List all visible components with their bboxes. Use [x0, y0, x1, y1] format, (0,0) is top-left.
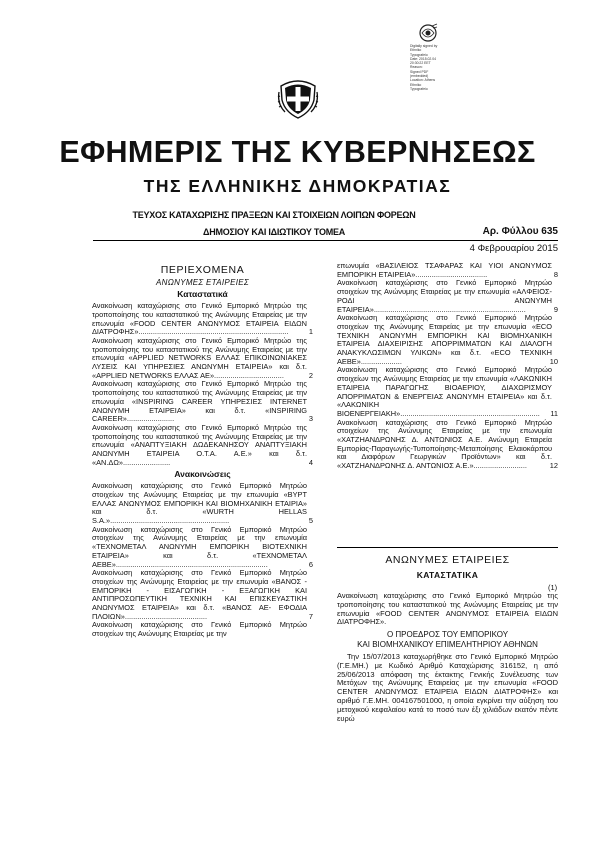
stamp-line: Date: 2015.02.04 — [410, 56, 437, 61]
toc-entry-text: Ανακοίνωση καταχώρισης στο Γενικό Εμπορικό Μητρώο στοιχείων της Ανώνυμης Εταιρείας με την επωνυμία «ΧΑΤΖΗΑΝΔΡΩΝΗΣ Δ. ΑΝΤΩΝΙΟΣ Α.Ε. Ανώνυμη Εταιρεία Εμπορίας-Παραγωγής-Τυποποίησης-Μεταποίησης Ελαιοκάρπου και Διαφόρων Γεωργικών Προϊόντων» και δ.τ. «ΧΑΤΖΗΑΝΔΡΩΝΗΣ Δ. ΑΝΤΩΝΙΟΣ Α.Ε.».......................... — [337, 417, 552, 471]
toc-entry-page: 3 — [308, 414, 313, 424]
digital-signature-stamp — [410, 20, 474, 91]
issuer-line-1: Ο ΠΡΟΕΔΡΟΣ ΤΟΥ ΕΜΠΟΡΙΚΟΥ — [386, 630, 509, 639]
issue-series-line-1: ΤΕΥΧΟΣ ΚΑΤΑΧΩΡΙΣΗΣ ΠΡΑΞΕΩΝ ΚΑΙ ΣΤΟΙΧΕΙΩΝ ΛΟΙΠΩΝ ΦΟΡΕΩΝ — [132, 210, 416, 220]
toc-entry[interactable] — [337, 366, 558, 418]
toc-entry-text: Ανακοίνωση καταχώρισης στο Γενικό Εμπορικό Μητρώο της τροποποίησης του καταστατικού της Ανώνυμης Εταιρείας με την επωνυμία «ΑΝΑΠΤΥΞΙΑΚΗ ΔΩΔΕΚΑΝΗΣΟΥ ΑΝΑΠΤΥΞΙΑΚΗ ΑΝΩΝΥΜΗ ΕΤΑΙΡΕΙΑ Ο.Τ.Α. Α.Ε.» και δ.τ. «ΑΝ.ΔΩ»....................... — [92, 422, 307, 467]
toc-entry[interactable] — [92, 380, 313, 424]
toc-entry-page: 12 — [549, 461, 558, 471]
toc-subheading-announcements: Ανακοινώσεις — [174, 469, 231, 480]
stamp-line: Signed PDF — [410, 69, 429, 74]
toc-entry-page: 9 — [553, 304, 558, 314]
stamp-line: Digitally signed by — [410, 44, 438, 48]
toc-entry-page: 6 — [308, 559, 313, 569]
content-section-heading: ΑΝΩΝΥΜΕΣ ΕΤΑΙΡΕΙΕΣ — [385, 554, 510, 566]
toc-entry-text: Ανακοίνωση καταχώρισης στο Γενικό Εμπορικό Μητρώο της τροποποίησης του καταστατικού της Ανώνυμης Εταιρείας με την επωνυμία «INSPIRING CAREER ΥΠΗΡΕΣΙΕΣ INTERNET ΑΝΩΝΥΜΗ ΕΤΑΙΡΕΙΑ» και δ.τ. «INSPIRING CAREER»....................... — [92, 379, 307, 424]
stamp-line: (embedded) — [410, 74, 429, 79]
toc-entry[interactable] — [92, 621, 313, 638]
stamp-line: Typografeio — [410, 52, 428, 57]
stamp-line: Reason: — [410, 65, 423, 70]
signature-seal-icon — [418, 23, 438, 43]
toc-entry-text: Ανακοίνωση καταχώρισης στο Γενικό Εμπορικό Μητρώο στοιχείων της Ανώνυμης Εταιρείας με την — [92, 620, 307, 639]
toc-announcements-list — [92, 482, 313, 639]
gazette-subtitle: ΤΗΣ ΕΛΛΗΝΙΚΗΣ ΔΗΜΟΚΡΑΤΙΑΣ — [143, 176, 452, 196]
toc-entry-text: Ανακοίνωση καταχώρισης στο Γενικό Εμπορικό Μητρώο στοιχείων της Ανώνυμης Εταιρείας με την επωνυμία «ECO ΤΕΧΝΙΚΗ ΑΝΩΝΥΜΗ ΕΜΠΟΡΙΚΗ ΚΑΙ ΒΙΟΜΗΧΑΝΙΚΗ ΕΤΑΙΡΕΙΑ ΔΙΑΧΕΙΡΙΣΗΣ ΑΠΟΡΡΙΜΜΑΤΩΝ ΚΑΙ ΔΙΑΛΟΓΗ ΑΝΑΚΥΚΛΩΣΙΜΩΝ ΥΛΙΚΩΝ» και δ.τ. «ECO ΤΕΧΝΙΚΗ ΑΕΒΕ».................... — [337, 313, 552, 366]
toc-entry[interactable] — [92, 302, 313, 337]
toc-entry[interactable] — [337, 419, 558, 471]
content-subheading: ΚΑΤΑΣΤΑΤΙΚΑ — [416, 570, 479, 580]
toc-entry-page: 8 — [553, 269, 558, 279]
toc-entry[interactable] — [92, 424, 313, 468]
section-rule — [337, 547, 558, 548]
toc-entry[interactable] — [92, 569, 313, 621]
toc-entry-page: 4 — [308, 457, 313, 467]
toc-statutes-list — [92, 302, 313, 467]
stamp-line: Ethniko — [410, 48, 422, 53]
announcement-body: Την 15/07/2013 καταχωρήθηκε στο Γενικό Εμπορικό Μητρώο (Γ.Ε.ΜΗ.) με Κωδικό Αριθμό Καταχώρισης 316152, η από 25/06/2013 απόφαση της έκτακτης Γενικής Συνέλευσης των Μετόχων της Ανώνυμης Εταιρείας με την επωνυμία «FOOD CENTER ΑΝΩΝΥΜΟΣ ΕΤΑΙΡΕΙΑ ΕΙΔΩΝ ΔΙΑΤΡΟΦΗΣ» και αριθμό Γ.Ε.ΜΗ. 004167501000, η οποία εγκρίνει την αύξηση του μετοχικού κεφαλαίου κατά το ποσό των έξι χιλιάδων εκατόν πέντε ευρώ — [337, 652, 558, 723]
toc-entry[interactable] — [337, 262, 558, 279]
toc-subheading-statutes: Καταστατικά — [177, 289, 228, 300]
toc-entry-page: 5 — [308, 515, 313, 525]
toc-entry-page: 1 — [308, 327, 313, 337]
toc-entry-text: Ανακοίνωση καταχώρισης στο Γενικό Εμπορικό Μητρώο στοιχείων της Ανώνυμης Εταιρείας με την επωνυμία «ΤΕΧΝΟΜΕΤΑΛ ΑΝΩΝΥΜΗ ΕΜΠΟΡΙΚΗ ΒΙΟΤΕΧΝΙΚΗ ΕΤΑΙΡΕΙΑ» και δ.τ. «ΤΕΧΝΟΜΕΤΑΛ ΑΕΒΕ».......................................................................... — [92, 524, 307, 569]
toc-entry-text: Ανακοίνωση καταχώρισης στο Γενικό Εμπορικό Μητρώο της τροποποίησης του καταστατικού της Ανώνυμης Εταιρείας με την επωνυμία «FOOD CENTER ΑΝΩΝΥΜΟΣ ΕΤΑΙΡΕΙΑ ΕΙΔΩΝ ΔΙΑΤΡΟΦΗΣ»......................................................................... — [92, 301, 307, 337]
toc-announcements-list-continued — [337, 262, 558, 471]
toc-entry[interactable] — [92, 482, 313, 526]
sheet-number: Αρ. Φύλλου 635 — [482, 226, 558, 237]
toc-entry-text: Ανακοίνωση καταχώρισης στο Γενικό Εμπορικό Μητρώο στοιχείων της Ανώνυμης Εταιρείας με την επωνυμία «ΒΑΝΟΣ - ΕΜΠΟΡΙΚΗ - ΕΙΣΑΓΩΓΙΚΗ - ΕΞΑΓΩΓΙΚΗ ΚΑΙ ΑΝΤΙΠΡΟΣΩΠΕΥΤΙΚΗ ΤΕΧΝΙΚΗ ΚΑΙ ΕΠΙΣΚΕΥΑΣΤΙΚΗ ΑΝΩΝΥΜΟΣ ΕΤΑΙΡΕΙΑ» και δ.τ. «ΒΑΝΟΣ ΑΕ- ΕΦΟΔΙΑ ΠΛΟΙΩΝ»........................................ — [92, 568, 307, 621]
toc-section-heading: ΑΝΩΝΥΜΕΣ ΕΤΑΙΡΕΙΕΣ — [156, 277, 249, 287]
stamp-line: Typografeio — [410, 86, 428, 91]
toc-entry[interactable] — [337, 314, 558, 366]
toc-entry-text: επωνυμία «ΒΑΣΙΛΕΙΟΣ ΤΣΑΦΑΡΑΣ ΚΑΙ ΥΙΟΙ ΑΝΩΝΥΜΟΣ ΕΜΠΟΡΙΚΗ ΕΤΑΙΡΕΙΑ»................................... — [337, 261, 552, 279]
toc-entry-text: Ανακοίνωση καταχώρισης στο Γενικό Εμπορικό Μητρώο στοιχείων της Ανώνυμης Εταιρείας με την επωνυμία «ΛΑΚΩΝΙΚΗ ΕΤΑΙΡΕΙΑ ΠΑΡΑΓΩΓΗΣ ΒΙΟΑΕΡΙΟΥ, ΔΙΑΧΩΡΙΣΜΟΥ ΑΠΟΡΡΙΜΑΤΩΝ & ΕΝΕΡΓΕΙΑΣ ΑΝΩΝΥΜΗ ΕΤΑΙΡΕΙΑ» και δ.τ. «ΛΑΚΩΝΙΚΗ ΒΙΟΕΝΕΡΓΕΙΑΚΗ».................................................................... — [337, 365, 552, 418]
issue-series-line-2: ΔΗΜΟΣΙΟΥ ΚΑΙ ΙΔΙΩΤΙΚΟΥ ΤΟΜΕΑ — [203, 227, 345, 237]
toc-entry[interactable] — [92, 526, 313, 570]
toc-entry[interactable] — [92, 337, 313, 381]
issuer-line-2: ΚΑΙ ΒΙΟΜΗΧΑΝΙΚΟΥ ΕΠΙΜΕΛΗΤΗΡΙΟΥ ΑΘΗΝΩΝ — [357, 639, 538, 649]
toc-entry-page: 2 — [308, 370, 313, 380]
toc-entry-text: Ανακοίνωση καταχώρισης στο Γενικό Εμπορικό Μητρώο της τροποποίησης του καταστατικού της Ανώνυμης Εταιρείας με την επωνυμία «APPLIED NETWORKS ΕΛΛΑΣ ΕΠΙΚΟΙΝΩΝΙΑΚΕΣ ΛΥΣΕΙΣ ΚΑΙ ΥΠΗΡΕΣΙΕΣ ΑΝΩΝΥΜΗ ΕΤΑΙΡΕΙΑ» και δ.τ. «APPLIED NETWORKS ΕΛΛΑΣ ΑΕ».................................. — [92, 335, 307, 380]
greek-coat-of-arms-icon — [277, 78, 319, 120]
toc-heading: ΠΕΡΙΕΧΟΜΕΝΑ — [160, 264, 245, 276]
toc-entry-text: Ανακοίνωση καταχώρισης στο Γενικό Εμπορικό Μητρώο στοιχείων της Ανώνυμης Εταιρείας με την επωνυμία «ΑΛΦΕΙΟΣ-ΡΟΔΙ ΑΝΩΝΥΜΗ ΕΤΑΙΡΕΙΑ».......................................................................... — [337, 278, 552, 314]
toc-entry[interactable] — [337, 279, 558, 314]
toc-right-column — [337, 262, 558, 471]
issuer-block — [337, 630, 558, 649]
stamp-line: 20:30:22 EET — [410, 61, 431, 66]
announcement-title: Ανακοίνωση καταχώρισης στο Γενικό Εμπορικό Μητρώο της τροποποίησης του καταστατικού της Ανώνυμης Εταιρείας με την επωνυμία «FOOD CENTER ΑΝΩΝΥΜΟΣ ΕΤΑΙΡΕΙΑ ΕΙΔΩΝ ΔΙΑΤΡΟΦΗΣ». — [337, 591, 558, 627]
stamp-line: Ethniko — [410, 82, 422, 87]
stamp-text — [410, 44, 474, 91]
announcement-number: (1) — [548, 583, 558, 592]
toc-entry-page: 7 — [308, 611, 313, 621]
toc-entry-text: Ανακοίνωση καταχώρισης στο Γενικό Εμπορικό Μητρώο στοιχείων της Ανώνυμης Εταιρείας με την επωνυμία «ΒΥΡΤ ΕΛΛΑΣ ΑΝΩΝΥΜΟΣ ΕΜΠΟΡΙΚΗ ΚΑΙ ΒΙΟΜΗΧΑΝΙΚΗ ΕΤΑΙΡΙΑ» και δ.τ. «WURTH HELLAS S.A.».......................................................... — [92, 481, 307, 525]
toc-entry-page: 11 — [550, 408, 558, 418]
toc-left-column — [92, 262, 313, 639]
toc-entry-page: 10 — [549, 356, 558, 366]
gazette-title: ΕΦΗΜΕΡΙΣ ΤΗΣ ΚΥΒΕΡΝΗΣΕΩΣ — [59, 135, 536, 169]
issue-date: 4 Φεβρουαρίου 2015 — [469, 243, 558, 254]
stamp-line: Location: Athens — [410, 78, 436, 83]
header-rule — [93, 240, 558, 241]
